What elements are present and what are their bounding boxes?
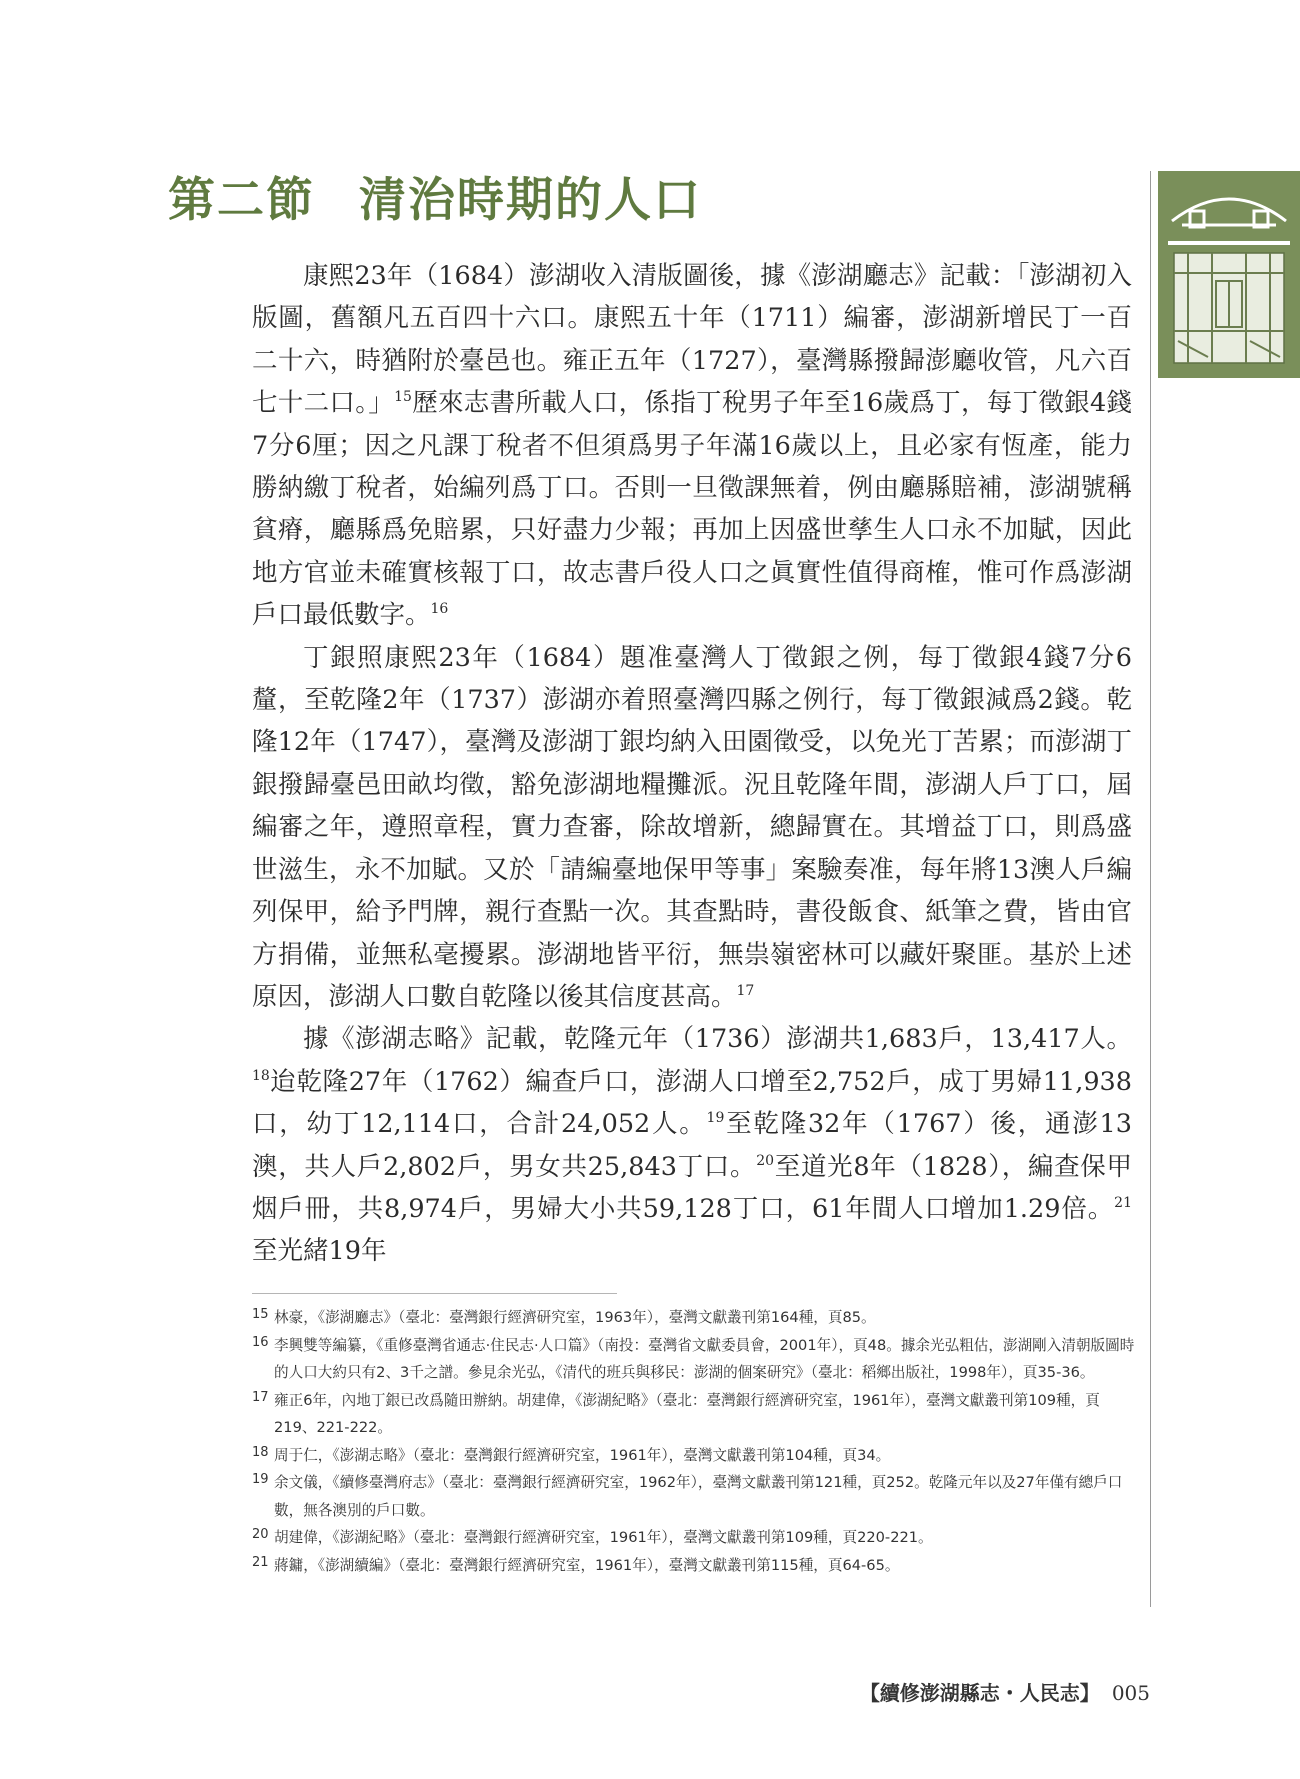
footnote-text: 蔣鏞，《澎湖續編》（臺北：臺灣銀行經濟研究室，1961年），臺灣文獻叢刊第115種，頁64-65。 xyxy=(274,1556,900,1574)
footnote-text: 余文儀，《續修臺灣府志》（臺北：臺灣銀行經濟研究室，1962年），臺灣文獻叢刊第121種，頁252。乾隆元年以及27年僅有總戶口數，無各澳別的戶口數。 xyxy=(274,1474,1123,1519)
paragraph-text: 歷來志書所載人口，係指丁稅男子年至16歲爲丁，每丁徵銀4錢7分6厘；因之凡課丁稅者不但須爲男子年滿16歲以上，且必家有恆產，能力勝納繳丁稅者，始編列爲丁口。否則一旦徵課無着，例由廳縣賠補，澎湖號稱貧瘠，廳縣爲免賠累，只好盡力少報；再加上因盛世孳生人口永不加賦，因此地方官並未確實核報丁口，故志書戶役人口之眞實性值得商榷，惟可作爲澎湖戶口最低數字。 xyxy=(252,388,1132,631)
page-title xyxy=(168,163,702,230)
footnote xyxy=(252,1469,1136,1524)
footnote xyxy=(252,1332,1136,1387)
paragraph xyxy=(252,637,1132,1019)
footnote-ref: 17 xyxy=(736,982,755,999)
footnote-number: 17 xyxy=(252,1389,269,1405)
footnote-ref: 15 xyxy=(394,389,412,406)
footnotes xyxy=(252,1304,1136,1579)
section-number: 第二節 xyxy=(168,173,315,228)
body-text xyxy=(252,255,1132,1273)
paragraph-text: 至光緒19年 xyxy=(252,1236,387,1267)
footnote-text: 李興雙等編纂，《重修臺灣省通志·住民志·人口篇》（南投：臺灣省文獻委員會，2001年），頁48。據余光弘粗估，澎湖剛入清朝版圖時的人口大約只有2、3千之譜。參見余光弘，《清代的班兵與移民：澎湖的個案研究》（臺北：稻鄉出版社，1998年），頁35-36。 xyxy=(274,1336,1135,1381)
footnote-number: 18 xyxy=(252,1444,269,1460)
page-footer xyxy=(860,1677,1150,1706)
paragraph-text: 康熙23年（1684）澎湖收入清版圖後，據《澎湖廳志》記載：「澎湖初入版圖，舊額凡五百四十六口。康熙五十年（1711）編審，澎湖新增民丁一百二十六，時猶附於臺邑也。雍正五年（1727），臺灣縣撥歸澎廳收管，凡六百七十二口。」 xyxy=(252,261,1132,419)
paragraph xyxy=(252,1018,1132,1272)
footnote xyxy=(252,1304,1136,1332)
traditional-house-icon xyxy=(1168,181,1290,368)
paragraph-text: 據《澎湖志略》記載，乾隆元年（1736）澎湖共1,683戶，13,417人。 xyxy=(303,1024,1132,1055)
footnote-number: 19 xyxy=(252,1472,269,1487)
footnote xyxy=(252,1442,1136,1470)
footnote-ref: 16 xyxy=(430,601,449,618)
footnote-text: 雍正6年，內地丁銀已改爲隨田辦納。胡建偉，《澎湖紀略》（臺北：臺灣銀行經濟研究室，1961年），臺灣文獻叢刊第109種，頁219、221-222。 xyxy=(274,1391,1100,1436)
footnote-text: 林豪，《澎湖廳志》（臺北：臺灣銀行經濟研究室，1963年），臺灣文獻叢刊第164種，頁85。 xyxy=(274,1309,876,1326)
paragraph-text: 迨乾隆27年（1762）編查戶口，澎湖人口增至2,752戶，成丁男婦11,938口，幼丁12,114口，合計24,052人。 xyxy=(252,1066,1132,1140)
footnote-ref: 21 xyxy=(1114,1194,1132,1211)
footnote-ref: 19 xyxy=(706,1110,725,1127)
paragraph xyxy=(252,255,1132,637)
footnote xyxy=(252,1552,1136,1580)
paragraph-text: 至道光8年（1828），編查保甲烟戶冊，共8,974戶，男婦大小共59,128丁口，61年間人口增加1.29倍。 xyxy=(252,1151,1132,1224)
page-number: 005 xyxy=(1111,1681,1150,1705)
footnote xyxy=(252,1524,1136,1552)
footnote-text: 周于仁，《澎湖志略》（臺北：臺灣銀行經濟研究室，1961年），臺灣文獻叢刊第104種，頁34。 xyxy=(274,1446,891,1464)
footnote-ref: 18 xyxy=(252,1067,270,1084)
paragraph-text: 至乾隆32年（1767）後，通澎13澳，共人戶2,802戶，男女共25,843丁口。 xyxy=(252,1109,1133,1182)
footnote-number: 15 xyxy=(252,1307,269,1322)
footnote-text: 胡建偉，《澎湖紀略》（臺北：臺灣銀行經濟研究室，1961年），臺灣文獻叢刊第109種，頁220-221。 xyxy=(274,1529,933,1546)
footnote-number: 20 xyxy=(252,1527,269,1542)
margin-rule xyxy=(1150,171,1151,1607)
chapter-side-tab xyxy=(1158,171,1300,378)
section-title: 清治時期的人口 xyxy=(359,173,702,228)
footnote xyxy=(252,1387,1136,1442)
footnote-number: 16 xyxy=(252,1334,269,1350)
footnote-divider xyxy=(252,1293,617,1294)
footnote-number: 21 xyxy=(252,1554,269,1570)
footnote-ref: 20 xyxy=(756,1152,775,1169)
paragraph-text: 丁銀照康熙23年（1684）題准臺灣人丁徵銀之例，每丁徵銀4錢7分6釐，至乾隆2年（1737）澎湖亦着照臺灣四縣之例行，每丁徵銀減爲2錢。乾隆12年（1747），臺灣及澎湖丁銀均納入田園徵受，以免光丁苦累；而澎湖丁銀撥歸臺邑田畝均徵，豁免澎湖地糧攤派。況且乾隆年間，澎湖人戶丁口，屆編審之年，遵照章程，實力查審，除故增新，總歸實在。其增益丁口，則爲盛世滋生，永不加賦。又於「請編臺地保甲等事」案驗奏准，每年將13澳人戶編列保甲，給予門牌，親行查點一次。其查點時，書役飯食、紙筆之費，皆由官方捐備，並無私毫擾累。澎湖地皆平衍，無祟嶺密林可以藏奸聚匪。基於上述原因，澎湖人口數自乾隆以後其信度甚高。 xyxy=(252,642,1132,1012)
running-title: 【續修澎湖縣志・人民志】 xyxy=(859,1681,1100,1705)
